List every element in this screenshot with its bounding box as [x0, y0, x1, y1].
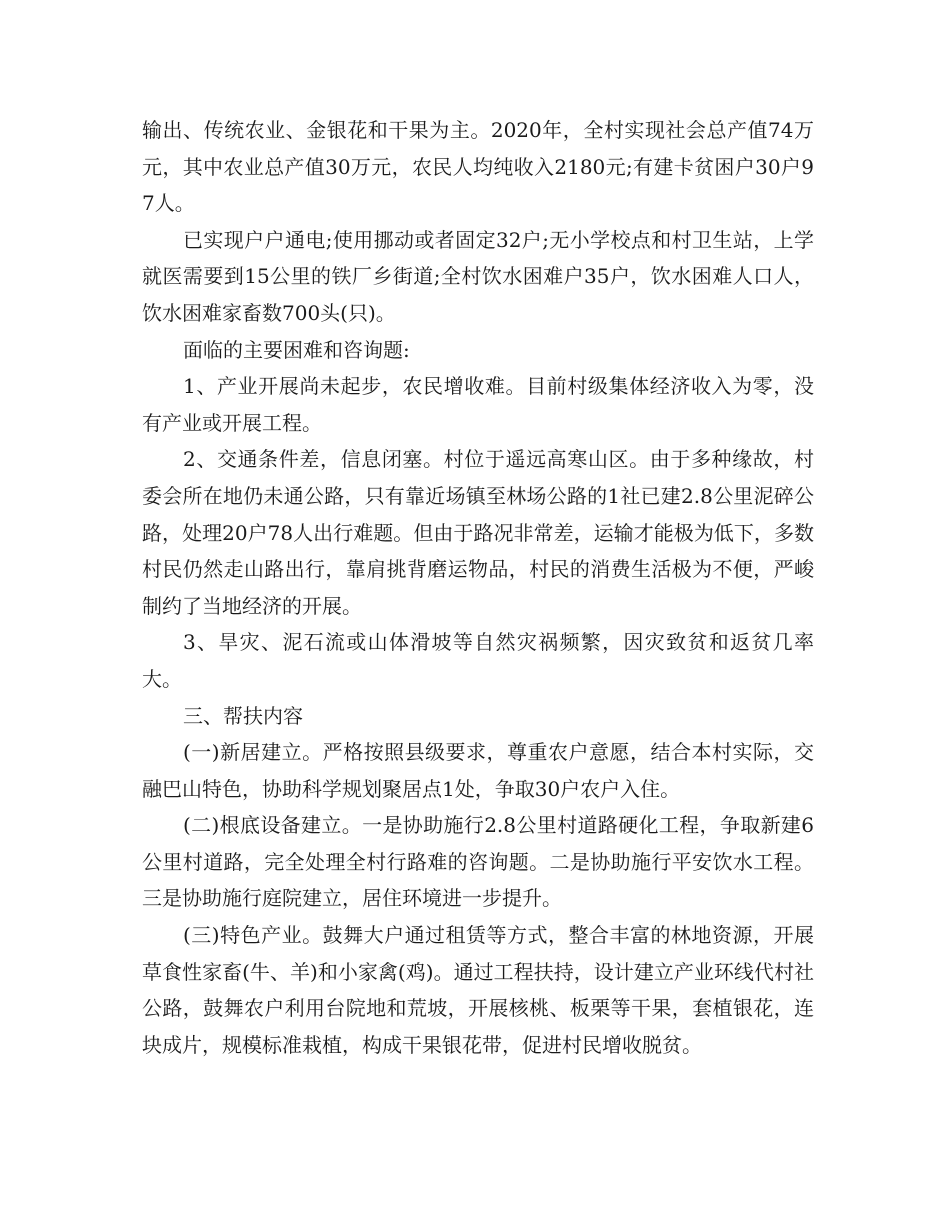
- paragraph-difficulty-transport: 2、交通条件差，信息闭塞。村位于遥远高寒山区。由于多种缘故，村委会所在地仍未通公路，只有靠近场镇至林场公路的1社已建2.8公里泥碎公路，处理20户78人出行难题。但由于路况非常差，运输才能极为低下，多数村民仍然走山路出行，靠肩挑背磨运物品，村民的消费生活极为不便，严峻制约了当地经济的开展。: [142, 447, 814, 618]
- paragraph-new-housing: (一)新居建立。严格按照县级要求，尊重农户意愿，结合本村实际，交融巴山特色，协助科学规划聚居点1处，争取30户农户入住。: [142, 740, 814, 801]
- paragraph-difficulty-disasters: 3、旱灾、泥石流或山体滑坡等自然灾祸频繁，因灾致贫和返贫几率大。: [142, 630, 814, 691]
- paragraph-infrastructure-construction: (二)根底设备建立。一是协助施行2.8公里村道路硬化工程，争取新建6公里村道路，完全处理全村行路难的咨询题。二是协助施行平安饮水工程。三是协助施行庭院建立，居住环境进一步提升。: [142, 813, 814, 911]
- paragraph-difficulties-heading: 面临的主要困难和咨询题:: [183, 337, 410, 362]
- paragraph-special-industry: (三)特色产业。鼓舞大户通过租赁等方式，整合丰富的林地资源，开展草食性家畜(牛、羊)和小家禽(鸡)。通过工程扶持，设计建立产业环线代村社公路，鼓舞农户利用台院地和荒坡，开展核桃、板栗等干果，套植银花，连块成片，规模标准栽植，构成干果银花带，促进村民增收脱贫。: [142, 923, 814, 1057]
- section-heading-assistance: 三、帮扶内容: [183, 703, 303, 728]
- document-body: [142, 112, 814, 1063]
- paragraph-difficulty-industry: 1、产业开展尚未起步，农民增收难。目前村级集体经济收入为零，没有产业或开展工程。: [142, 374, 814, 435]
- paragraph-infrastructure-status: 已实现户户通电;使用挪动或者固定32户;无小学校点和村卫生站，上学就医需要到15公里的铁厂乡街道;全村饮水困难户35户，饮水困难人口人，饮水困难家畜数700头(只)。: [142, 227, 814, 325]
- paragraph-village-economy: 输出、传统农业、金银花和干果为主。2020年，全村实现社会总产值74万元，其中农业总产值30万元，农民人均纯收入2180元;有建卡贫困户30户97人。: [142, 118, 814, 216]
